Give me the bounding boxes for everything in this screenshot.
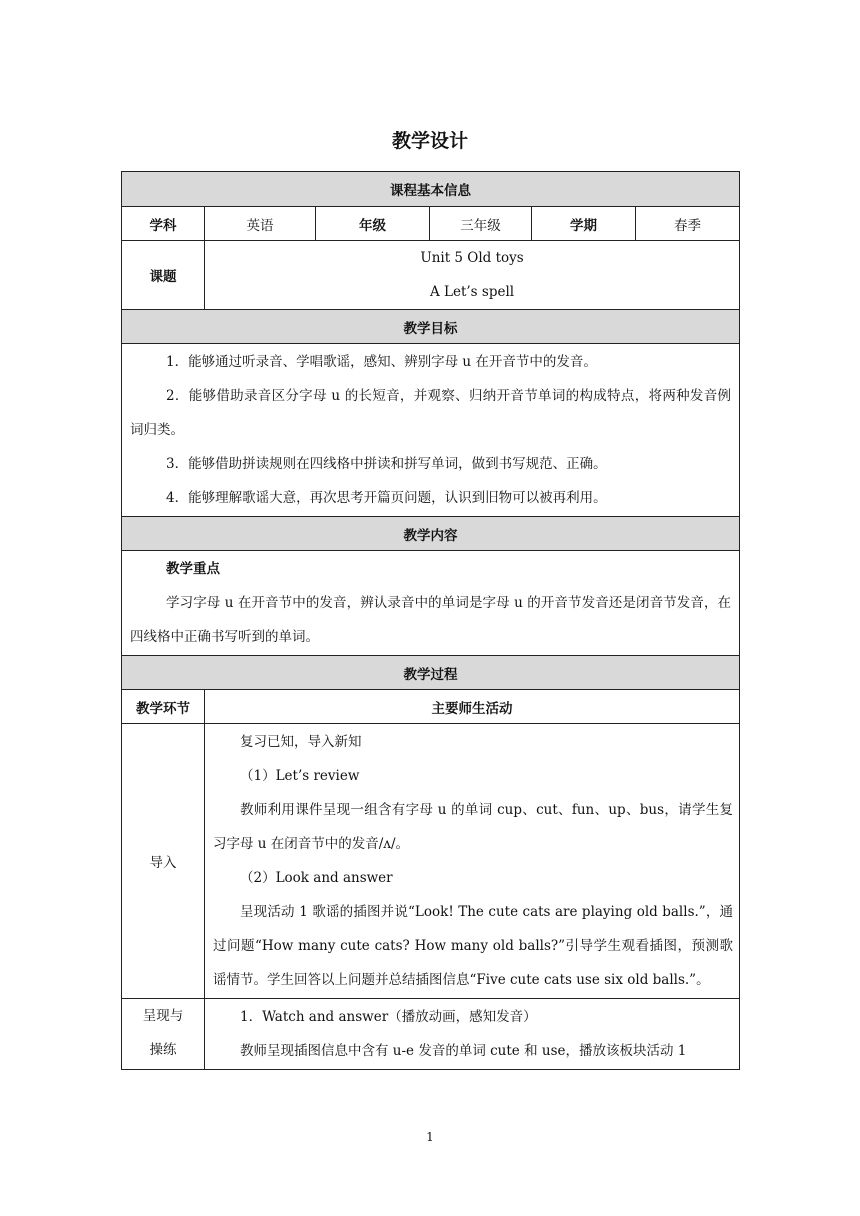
activity-paragraph: （2）Look and answer <box>240 870 393 886</box>
objective-item: 2．能够借助录音区分字母 u 的长短音，并观察、归纳开音节单词的构成特点，将两种发音例词归类。 <box>130 388 732 438</box>
key-points-text: 学习字母 u 在开音节中的发音，辨认录音中的单词是字母 u 的开音节发音还是闭音节发音，在四线格中正确书写听到的单词。 <box>130 595 732 645</box>
objective-item: 3．能够借助拼读规则在四线格中拼读和拼写单词，做到书写规范、正确。 <box>166 456 607 472</box>
page-number: 1 <box>426 1130 434 1144</box>
process-header: 教学过程 <box>122 656 740 690</box>
document-title: 教学设计 <box>391 130 468 152</box>
grade-label: 年级 <box>316 207 430 241</box>
objectives-header: 教学目标 <box>122 310 740 344</box>
topic-line-2: A Let’s spell <box>429 284 515 300</box>
stage-line-2: 操练 <box>149 1042 177 1058</box>
stage-column-header: 教学环节 <box>122 690 205 724</box>
activities-intro <box>205 724 740 999</box>
activity-column-header: 主要师生活动 <box>205 690 740 724</box>
topic-value <box>205 241 740 310</box>
stage-presentation <box>122 999 205 1070</box>
activity-paragraph: 1．Watch and answer（播放动画，感知发音） <box>240 1009 537 1025</box>
subject-label: 学科 <box>122 207 205 241</box>
activity-paragraph: 复习已知，导入新知 <box>240 734 362 750</box>
lesson-plan-table <box>121 171 740 1070</box>
subject-value: 英语 <box>205 207 316 241</box>
activity-paragraph: 教师呈现插图信息中含有 u-e 发音的单词 cute 和 use，播放该板块活动 1 <box>240 1043 687 1059</box>
stage-intro: 导入 <box>122 724 205 999</box>
activity-paragraph: 呈现活动 1 歌谣的插图并说“Look! The cute cats are playing old balls.”，通过问题“How many cute cats? How many old balls?”引导学生观看插图，预测歌谣情节。学生回答以上问题并总结插图信息“Five cute cats use six old balls.”。 <box>213 904 734 988</box>
activity-paragraph: （1）Let’s review <box>240 768 360 784</box>
term-label: 学期 <box>532 207 636 241</box>
grade-value: 三年级 <box>430 207 532 241</box>
objective-item: 1．能够通过听录音、学唱歌谣，感知、辨别字母 u 在开音节中的发音。 <box>166 354 597 370</box>
content-header: 教学内容 <box>122 517 740 551</box>
topic-line-1: Unit 5 Old toys <box>420 250 524 266</box>
term-value: 春季 <box>636 207 740 241</box>
content-body <box>122 551 740 656</box>
objectives-body <box>122 344 740 517</box>
topic-label: 课题 <box>122 241 205 310</box>
activity-paragraph: 教师利用课件呈现一组含有字母 u 的单词 cup、cut、fun、up、bus，请学生复习字母 u 在闭音节中的发音/ʌ/。 <box>213 802 734 852</box>
stage-line-1: 呈现与 <box>142 1008 184 1024</box>
activities-presentation <box>205 999 740 1070</box>
basic-info-header: 课程基本信息 <box>122 172 740 207</box>
key-points-label: 教学重点 <box>166 561 220 577</box>
objective-item: 4．能够理解歌谣大意，再次思考开篇页问题，认识到旧物可以被再利用。 <box>166 490 607 506</box>
